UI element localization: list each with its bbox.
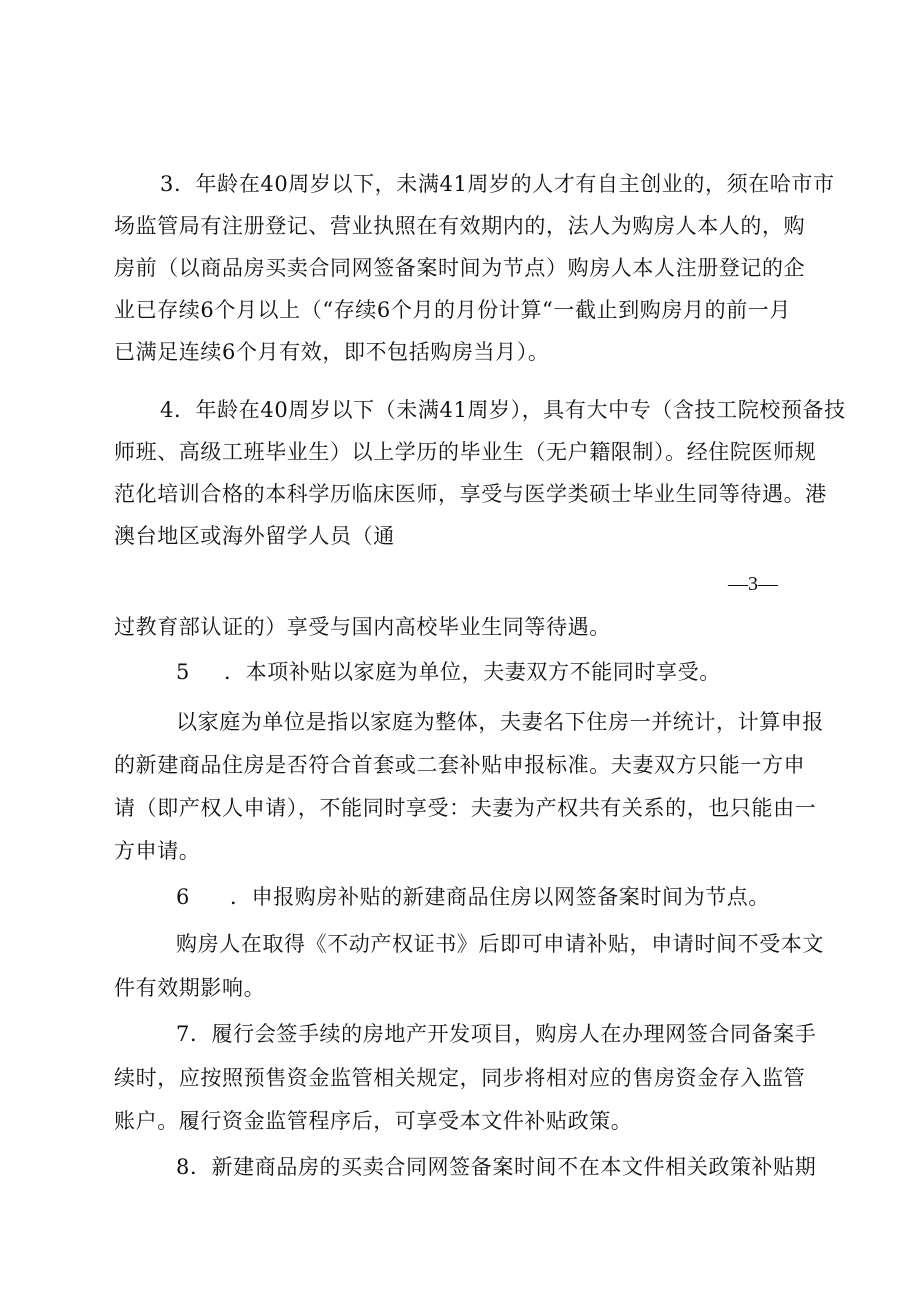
paragraph-4-line-1: 4．年龄在40周岁以下（未满41周岁），具有大中专（含技工院校预备技 — [160, 398, 846, 422]
paragraph-8-line-1: 8．新建商品房的买卖合同网签备案时间不在本文件相关政策补贴期 — [176, 1155, 817, 1179]
item-5-text: ．本项补贴以家庭为单位，夫妻双方不能同时享受。 — [224, 660, 721, 684]
item-5-number: 5 — [176, 660, 190, 684]
page-number: —3— — [728, 573, 778, 595]
paragraph-3-line-4: 业已存续6个月以上（“存续6个月的月份计算“一截止到购房月的前一月 — [114, 298, 791, 322]
item-6-number: 6 — [176, 885, 190, 909]
paragraph-5-line-2: 的新建商品住房是否符合首套或二套补贴申报标准。夫妻双方只能一方申 — [114, 753, 806, 777]
paragraph-3-line-3: 房前（以商品房买卖合同网签备案时间为节点）购房人本人注册登记的企 — [114, 256, 806, 280]
paragraph-6-line-1: 购房人在取得《不动产权证书》后即可申请补贴，申请时间不受本文 — [176, 932, 824, 956]
paragraph-5-line-3: 请（即产权人申请），不能同时享受：夫妻为产权共有关系的，也只能由一 — [114, 796, 817, 820]
paragraph-7-line-3: 账户。履行资金监管程序后，可享受本文件补贴政策。 — [114, 1109, 633, 1133]
paragraph-6-line-2: 件有效期影响。 — [114, 976, 266, 1000]
paragraph-3-line-2: 场监管局有注册登记、营业执照在有效期内的，法人为购房人本人的，购 — [114, 214, 806, 238]
paragraph-7-line-1: 7．履行会签手续的房地产开发项目，购房人在办理网签合同备案手 — [176, 1022, 817, 1046]
paragraph-5-line-1: 以家庭为单位是指以家庭为整体，夫妻名下住房一并统计，计算申报 — [176, 710, 824, 734]
paragraph-5-line-4: 方申请。 — [114, 839, 201, 863]
paragraph-7-line-2: 续时，应按照预售资金监管相关规定，同步将相对应的售房资金存入监管 — [114, 1066, 806, 1090]
paragraph-3-line-1: 3．年龄在40周岁以下，未满41周岁的人才有自主创业的，须在哈市市 — [160, 172, 835, 196]
continuation-line-1: 过教育部认证的）享受与国内高校毕业生同等待遇。 — [114, 615, 611, 639]
paragraph-4-line-4: 澳台地区或海外留学人员（通 — [114, 524, 395, 548]
paragraph-3-line-5: 已满足连续6个月有效，即不包括购房当月）。 — [114, 340, 550, 364]
paragraph-4-line-2: 师班、高级工班毕业生）以上学历的毕业生（无户籍限制）。经住院医师规 — [114, 440, 817, 464]
item-6-text: ．申报购房补贴的新建商品住房以网签备案时间为节点。 — [230, 885, 770, 909]
paragraph-4-line-3: 范化培训合格的本科学历临床医师，享受与医学类硕士毕业生同等待遇。港 — [114, 482, 827, 506]
